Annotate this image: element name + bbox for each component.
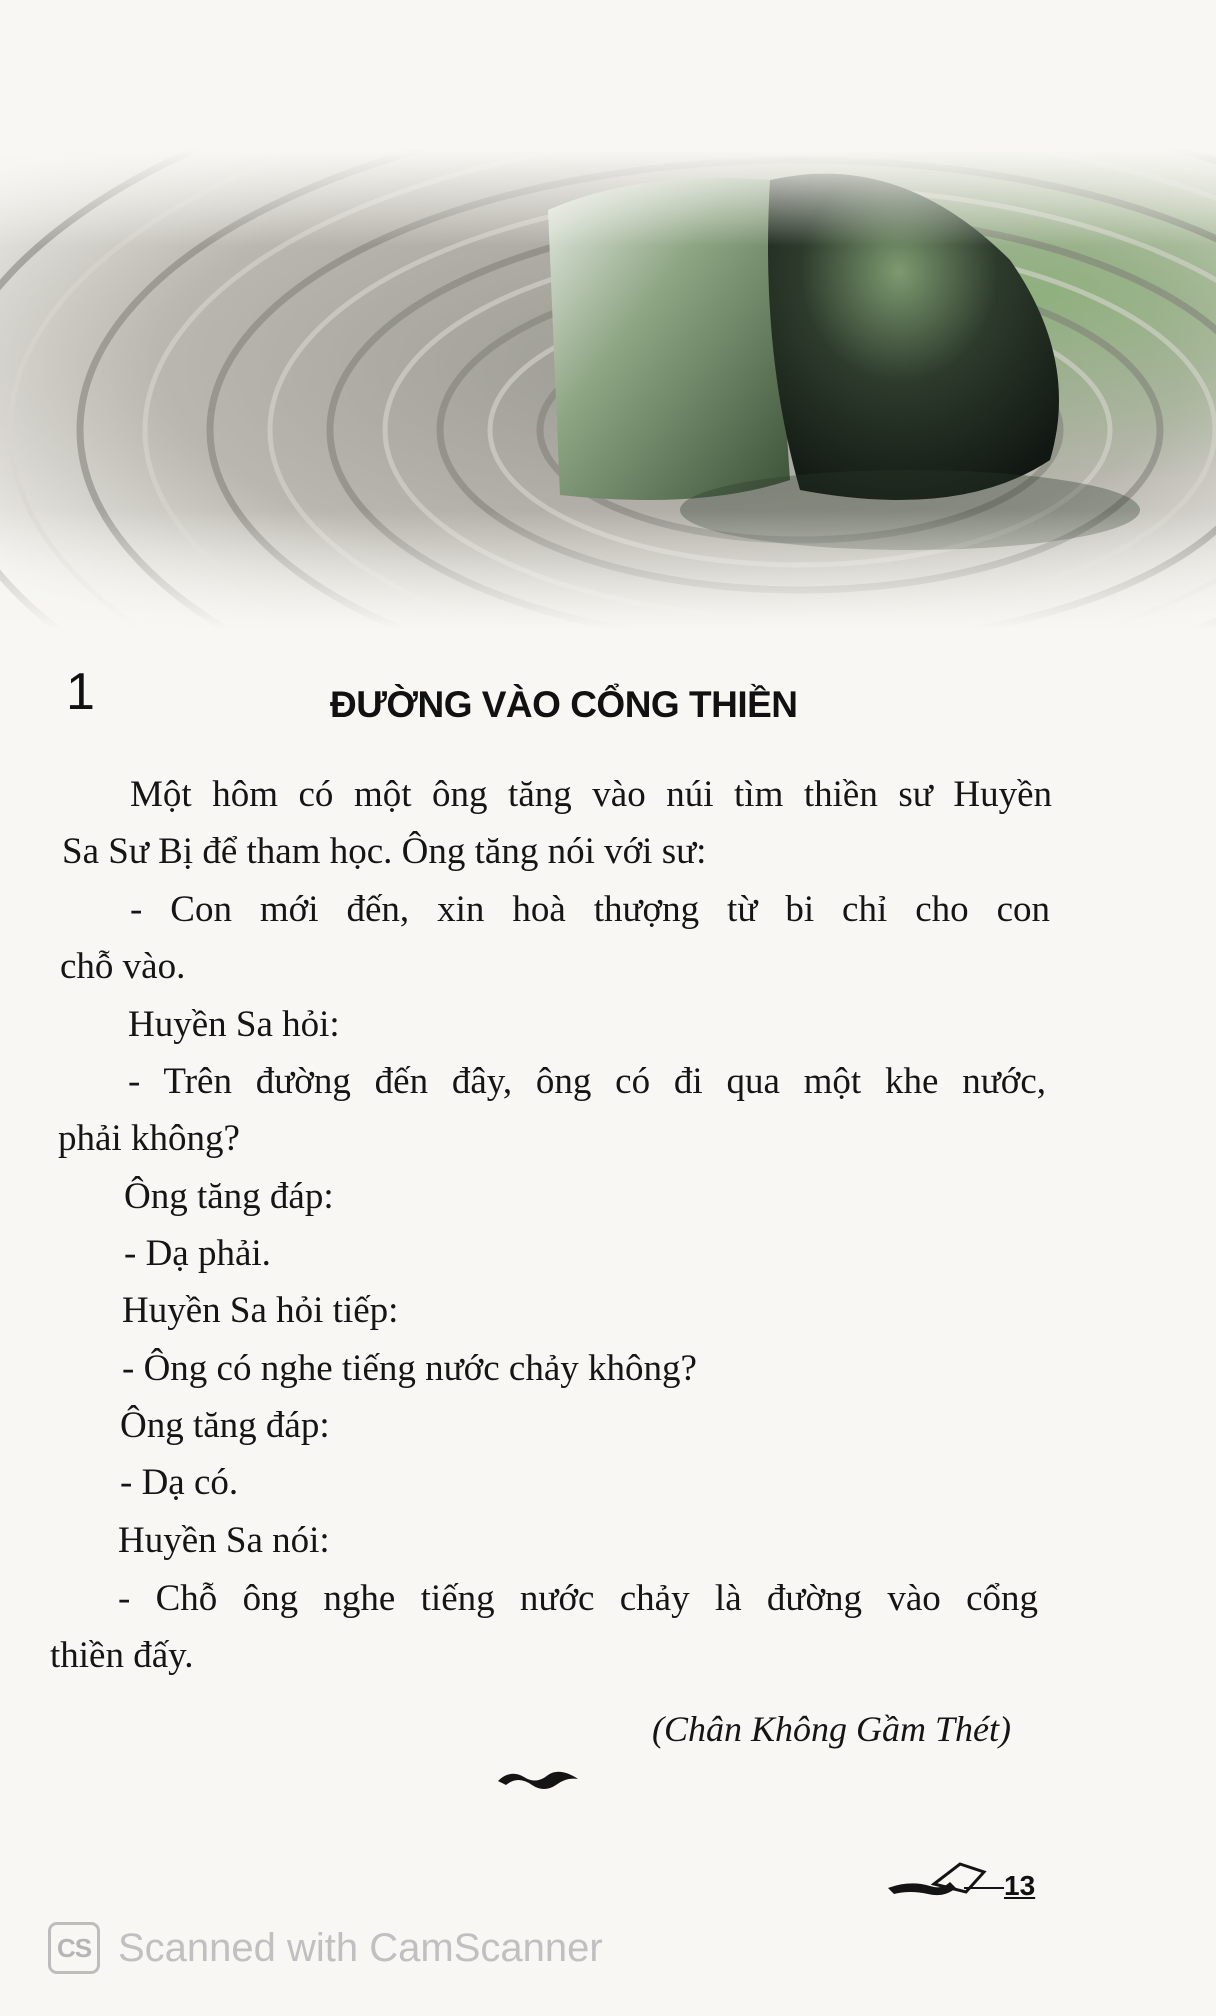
body-line: Huyền Sa nói: bbox=[118, 1520, 330, 1561]
body-line: - Trên đường đến đây, ông có đi qua một khe nước, bbox=[128, 1063, 1046, 1102]
scanner-watermark bbox=[48, 1922, 603, 1974]
body-line: chỗ vào. bbox=[60, 946, 186, 987]
body-line: phải không? bbox=[58, 1118, 240, 1159]
body-line: - Ông có nghe tiếng nước chảy không? bbox=[122, 1348, 697, 1389]
zen-garden-illustration bbox=[0, 150, 1216, 630]
body-line: Ông tăng đáp: bbox=[120, 1405, 330, 1446]
camscanner-logo-icon: CS bbox=[48, 1922, 100, 1974]
chapter-title: ĐƯỜNG VÀO CỔNG THIỀN bbox=[330, 684, 798, 725]
body-line: Sa Sư Bị để tham học. Ông tăng nói với sư: bbox=[62, 831, 707, 872]
footer-ornament-icon bbox=[884, 1858, 1008, 1906]
body-line: Ông tăng đáp: bbox=[124, 1176, 334, 1217]
body-line: - Dạ phải. bbox=[124, 1233, 271, 1274]
ornament-icon bbox=[496, 1765, 580, 1795]
body-line: - Con mới đến, xin hoà thượng từ bi chỉ cho con bbox=[130, 891, 1050, 930]
zen-garden-image bbox=[0, 150, 1216, 630]
body-line: - Dạ có. bbox=[120, 1462, 239, 1503]
body-line: - Chỗ ông nghe tiếng nước chảy là đường vào cổng bbox=[118, 1580, 1038, 1619]
watermark-text: Scanned with CamScanner bbox=[118, 1925, 603, 1970]
body-line: Huyền Sa hỏi tiếp: bbox=[122, 1290, 399, 1331]
body-line: Một hôm có một ông tăng vào núi tìm thiền sư Huyền bbox=[130, 776, 1052, 815]
chapter-number: 1 bbox=[66, 663, 95, 721]
source-citation: (Chân Không Gầm Thét) bbox=[652, 1709, 1011, 1749]
body-line: Huyền Sa hỏi: bbox=[128, 1004, 340, 1045]
body-line: thiền đấy. bbox=[50, 1635, 194, 1676]
page-number: 13 bbox=[1004, 1870, 1036, 1901]
